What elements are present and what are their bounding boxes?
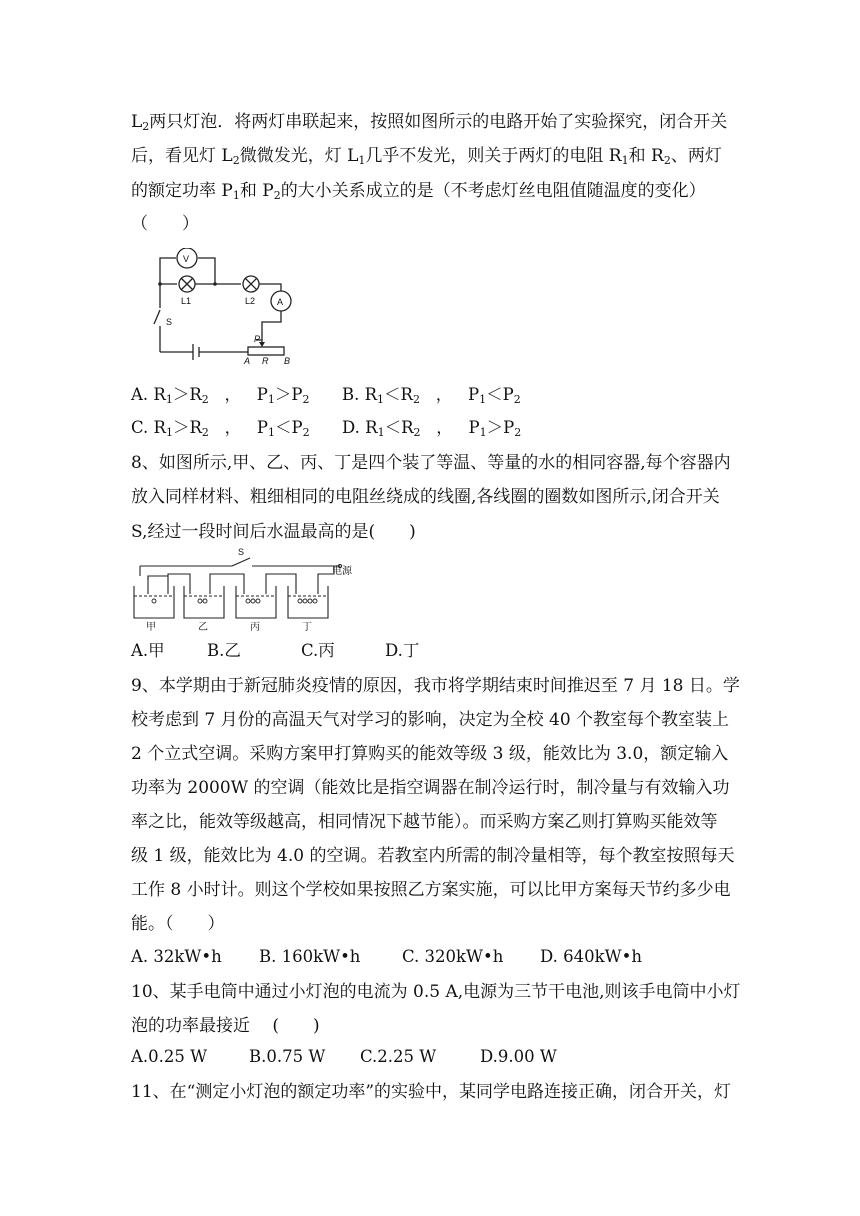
- q7-circuit-figure: [150, 248, 300, 366]
- rheostat-a-label: A: [244, 356, 251, 366]
- q9-option-a[interactable]: A. 32kW•h: [131, 947, 222, 966]
- q9-line-6: 级 1 级，能效比为 4.0 的空调。若教室内所需的制冷量相等，每个教室按照每天: [131, 846, 735, 866]
- q8-option-c[interactable]: C.丙: [301, 641, 335, 660]
- q9-line-8: 能。（ ）: [131, 914, 225, 934]
- q7-line-3: 的额定功率 $P_1$和 $P_2$的大小关系成立的是（不考虑灯丝电阻值随温度的变化）: [131, 181, 706, 202]
- q10-option-b[interactable]: B.0.75 W: [249, 1047, 326, 1066]
- q9-line-1: 9、本学期由于新冠肺炎疫情的原因，我市将学期结束时间推迟至 7 月 18 日。学: [131, 676, 740, 696]
- q10-line-2: 泡的功率最接近 ( ): [131, 1016, 320, 1036]
- l2-label: L2: [245, 296, 256, 306]
- q7-option-c[interactable]: C. $R_1>R_2$ ， $P_1<P_2$: [131, 418, 310, 439]
- q7-option-d[interactable]: D. $R_1<R_2$ ， $P_1>P_2$: [342, 418, 522, 439]
- q7-line-4: （ ）: [131, 214, 199, 234]
- q8-line-3: S,经过一段时间后水温最高的是( ): [131, 522, 416, 542]
- q8-option-b[interactable]: B.乙: [207, 641, 241, 660]
- q9-option-b[interactable]: B. 160kW•h: [259, 947, 361, 966]
- q9-option-d[interactable]: D. 640kW•h: [540, 947, 642, 966]
- q9-line-2: 校考虑到 7 月份的高温天气对学习的影响，决定为全校 40 个教室每个教室装上: [131, 710, 730, 730]
- q8-line-2: 放入同样材料、粗细相同的电阻丝绕成的线圈,各线圈的圈数如图所示,闭合开关: [131, 487, 720, 507]
- container-jia-label: 甲: [146, 622, 156, 632]
- q9-line-4: 功率为 2000W 的空调（能效比是指空调器在制冷运行时，制冷量与有效输入功: [131, 778, 730, 798]
- q9-option-c[interactable]: C. 320kW•h: [402, 947, 504, 966]
- q9-line-5: 率之比，能效等级越高，相同情况下越节能）。而采购方案乙则打算购买能效等: [131, 812, 718, 832]
- q8-power-label: 电源: [332, 566, 352, 577]
- q8-line-1: 8、如图所示,甲、乙、丙、丁是四个装了等温、等量的水的相同容器,每个容器内: [131, 453, 731, 473]
- q9-line-3: 2 个立式空调。采购方案甲打算购买的能效等级 3 级，能效比为 3.0，额定输入: [131, 744, 729, 764]
- q8-containers-figure: [128, 546, 360, 632]
- q7-option-b[interactable]: B. $R_1<R_2$ ， $P_1<P_2$: [342, 385, 521, 406]
- switch-label: S: [166, 317, 173, 327]
- q8-option-d[interactable]: D.丁: [385, 641, 420, 660]
- q9-line-7: 工作 8 小时计。则这个学校如果按照乙方案实施，可以比甲方案每天节约多少电: [131, 880, 731, 900]
- voltmeter-label: V: [183, 254, 190, 264]
- rheostat-b-label: B: [284, 356, 291, 366]
- q7-line-1: $L_2$两只灯泡．将两灯串联起来，按照如图所示的电路开始了实验探究，闭合开关: [131, 112, 728, 133]
- ammeter-label: A: [277, 297, 284, 307]
- container-bing-label: 丙: [250, 622, 260, 632]
- container-ding-label: 丁: [302, 622, 312, 632]
- q11-line-1: 11、在“测定小灯泡的额定功率”的实验中，某同学电路连接正确，闭合开关，灯: [131, 1082, 732, 1102]
- q7-option-a[interactable]: A. $R_1>R_2$ ， $P_1>P_2$: [131, 385, 310, 406]
- q10-option-a[interactable]: A.0.25 W: [131, 1047, 208, 1066]
- q7-line-2: 后，看见灯 $L_2$微微发光，灯 $L_1$几乎不发光，则关于两灯的电阻 $R_1$和 $R_2$、两灯: [131, 146, 722, 167]
- slider-label: P: [254, 334, 261, 344]
- q8-switch-label: S: [238, 547, 245, 557]
- q10-option-c[interactable]: C.2.25 W: [360, 1047, 437, 1066]
- q8-option-a[interactable]: A.甲: [131, 641, 165, 660]
- container-yi-label: 乙: [198, 622, 208, 632]
- l1-label: L1: [181, 296, 192, 306]
- rheostat-r-label: R: [262, 356, 269, 366]
- q10-option-d[interactable]: D.9.00 W: [480, 1047, 557, 1066]
- q10-line-1: 10、某手电筒中通过小灯泡的电流为 0.5 A,电源为三节干电池,则该手电筒中小灯: [131, 982, 741, 1002]
